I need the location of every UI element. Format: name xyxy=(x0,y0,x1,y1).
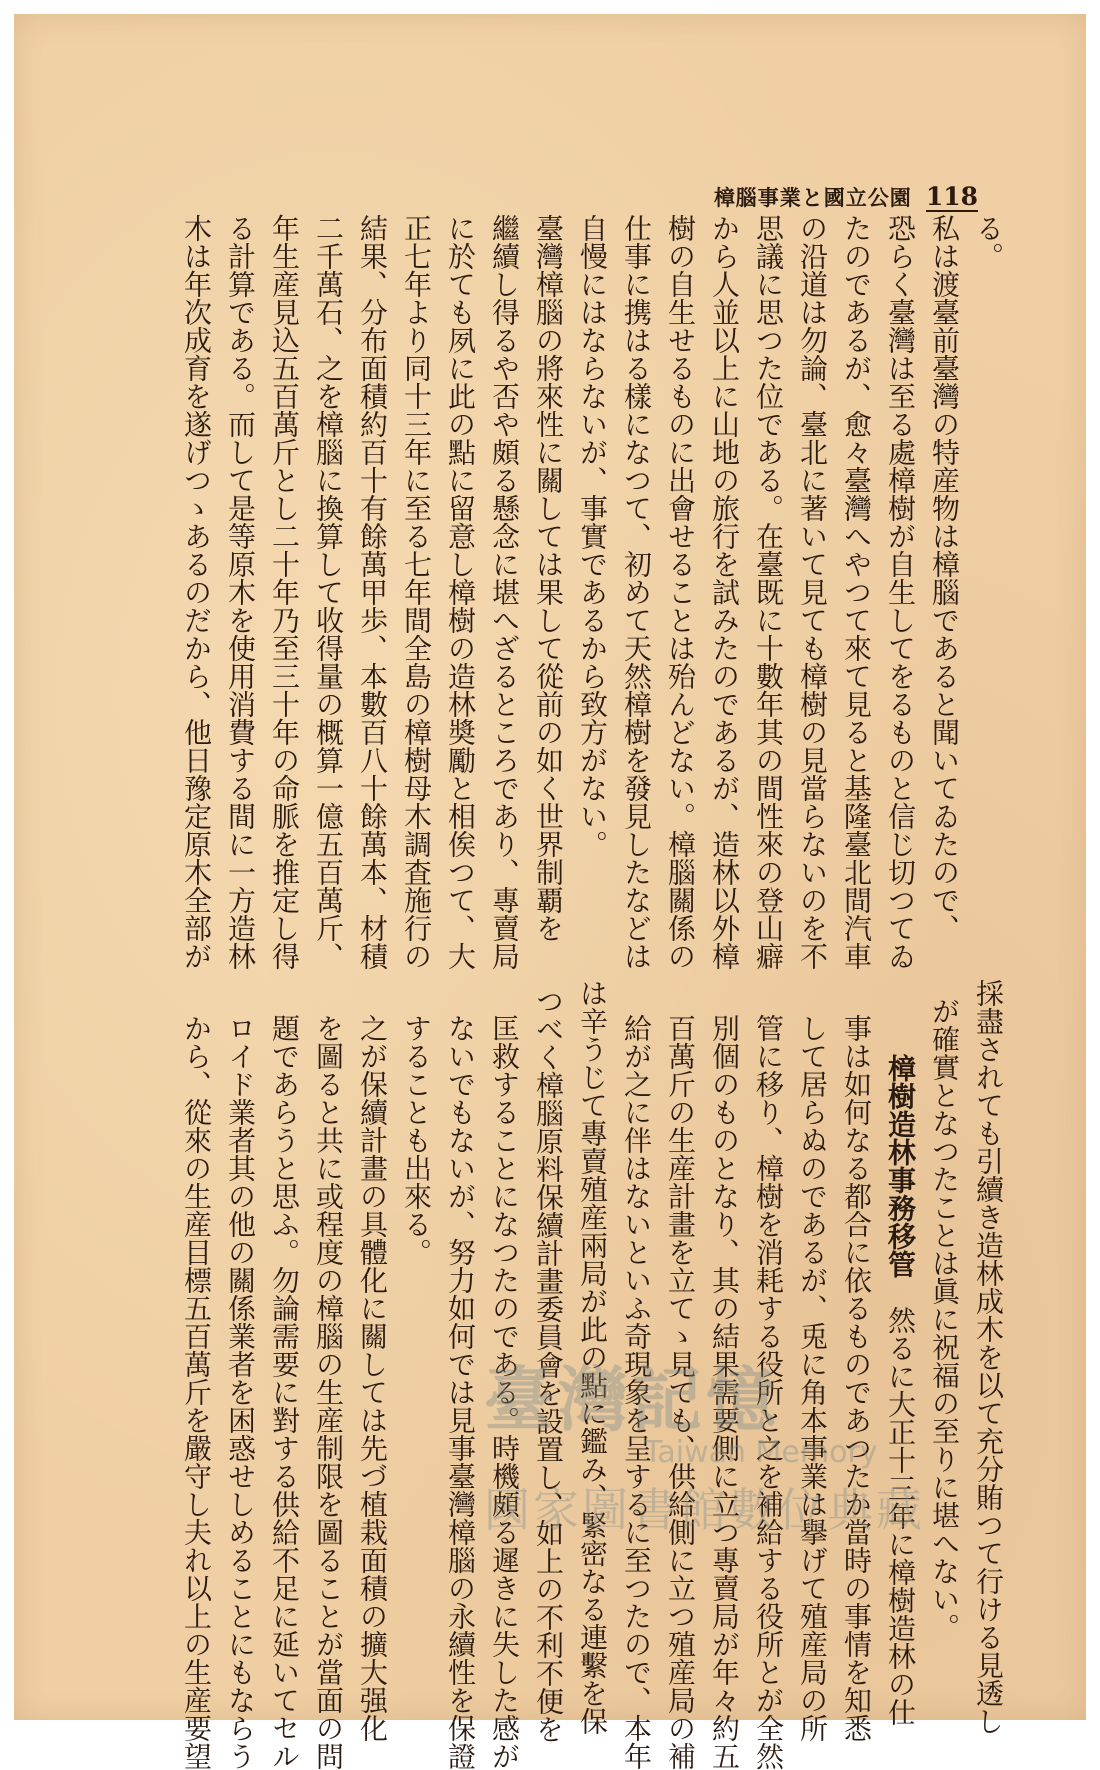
text-column-bottom: 匡救することになつたのである。時機頗る遲きに失した感が xyxy=(488,1014,521,1770)
column-pair xyxy=(664,214,697,1770)
text-column-top: る。 xyxy=(972,214,1005,270)
text-column-bottom: つべく樟腦原料保續計畫委員會を設置し、如上の不利不便を xyxy=(532,987,565,1743)
text-column-top: 年生産見込五百萬斤とし二十年乃至三十年の命脈を推定し得 xyxy=(268,214,301,970)
column-pair xyxy=(752,214,785,1770)
text-column-bottom: 題であらうと思ふ。勿論需要に對する供給不足に延いてセル xyxy=(268,1014,301,1770)
text-column-top: 仕事に携はる樣になつて、初めて天然樟樹を發見したなどは xyxy=(620,214,653,970)
text-column-top: 二千萬石、之を樟腦に換算して收得量の概算一億五百萬斤、 xyxy=(312,214,345,970)
text-column-top: 繼續し得るや否や頗る懸念に堪へざるところであり、專賣局 xyxy=(488,214,521,970)
column-pair xyxy=(268,214,301,1770)
column-pair xyxy=(576,214,609,1735)
text-column-top: に於ても夙に此の點に留意し樟樹の造林奬勵と相俟つて、大 xyxy=(444,214,477,970)
column-pair xyxy=(708,214,741,1770)
text-column-top: 臺灣樟腦の將來性に關しては果して從前の如く世界制覇を xyxy=(532,214,565,942)
text-column-top: 樹の自生せるものに出會せることは殆んどない。樟腦關係の xyxy=(664,214,697,970)
column-pair xyxy=(796,214,829,1742)
text-column-bottom: を圖ると共に或程度の樟腦の生産制限を圖ることが當面の問 xyxy=(312,1014,345,1770)
text-column-bottom: ロイド業者其の他の關係業者を困惑せしめることにもならう xyxy=(224,1014,257,1770)
watermark-institution: 國家圖書館數位典藏 xyxy=(484,1483,925,1537)
text-column-bottom: して居らぬのであるが、兎に角本事業は擧げて殖産局の所 xyxy=(796,1014,829,1742)
column-pair xyxy=(312,214,345,1770)
column-pair xyxy=(972,214,1005,1735)
column-pair xyxy=(840,214,873,1742)
text-column-top: 結果、分布面積約百十有餘萬甲歩、本數百八十餘萬本、材積 xyxy=(356,214,389,970)
text-column-top: 正七年より同十三年に至る七年間全島の樟樹母木調査施行の xyxy=(400,214,433,970)
text-column-bottom: ないでもないが、努力如何では見事臺灣樟腦の永續性を保證 xyxy=(444,1014,477,1770)
running-head xyxy=(714,182,978,212)
column-pair xyxy=(356,214,389,1742)
text-column-bottom: が確實となつたことは眞に祝福の至りに堪へない。 xyxy=(928,996,961,1641)
column-pair xyxy=(444,214,477,1770)
section-heading-continuation: 然るに大正十三年に樟樹造林の仕 xyxy=(884,1306,917,1726)
column-pair xyxy=(884,214,917,1734)
text-column-top: から人並以上に山地の旅行を試みたのであるが、造林以外樟 xyxy=(708,214,741,970)
watermark-subtitle: Taiwan Memory xyxy=(644,1435,878,1470)
text-column-top: 木は年次成育を遂げつゝあるのだから、他日豫定原木全部が xyxy=(180,214,213,970)
text-column-bottom: 之が保續計畫の具體化に關しては先づ植栽面積の擴大强化 xyxy=(356,1014,389,1742)
running-title: 樟腦事業と國立公園 xyxy=(713,185,912,210)
text-column-top: 私は渡臺前臺灣の特産物は樟腦であると聞いてゐたので、 xyxy=(928,214,961,942)
text-column-top: 恐らく臺灣は至る處樟樹が自生してをるものと信じ切つてゐ xyxy=(884,214,917,970)
text-column-bottom: 事は如何なる都合に依るものであつたか當時の事情を知悉 xyxy=(840,1014,873,1742)
column-pair xyxy=(488,214,521,1770)
text-column-top: る計算である。而して是等原木を使用消費する間に一方造林 xyxy=(224,214,257,970)
text-column-top: 自慢にはならないが、事實であるから致方がない。 xyxy=(576,214,609,858)
text-column-bottom: 給が之に伴はないといふ奇現象を呈するに至つたので、本年 xyxy=(620,1014,653,1770)
text-column-bottom: 採盡されても引續き造林成木を以て充分賄つて行ける見透し xyxy=(972,979,1005,1735)
text-column-top: 思議に思つた位である。在臺既に十數年其の間性來の登山癖 xyxy=(752,214,785,970)
text-column-top: の沿道は勿論、臺北に著いて見ても樟樹の見當らないのを不 xyxy=(796,214,829,970)
text-column-top: たのであるが、愈々臺灣へやつて來て見ると基隆臺北間汽車 xyxy=(840,214,873,970)
text-column-bottom: 管に移り、樟樹を消耗する役所と之を補給する役所とが全然 xyxy=(752,1014,785,1770)
column-pair xyxy=(180,214,213,1770)
vertical-text-block xyxy=(180,214,1005,1770)
text-column-bottom: は辛うじて專賣殖産兩局が此の點に鑑み、緊密なる連繫を保 xyxy=(576,979,609,1735)
watermark-title: 臺灣記憶 xyxy=(484,1358,780,1441)
text-column-bottom: 別個のものとなり、其の結果需要側に立つ專賣局が年々約五 xyxy=(708,1014,741,1770)
text-column-bottom: することも出來る。 xyxy=(400,1014,433,1266)
column-pair xyxy=(400,214,433,1734)
page-number: 118 xyxy=(925,182,978,211)
column-pair xyxy=(928,214,961,1734)
column-pair xyxy=(620,214,653,1770)
section-heading: 樟樹造林事務移管 xyxy=(884,1054,917,1278)
text-column-bottom: から、從來の生産目標五百萬斤を嚴守し夫れ以上の生産要望 xyxy=(180,1014,213,1770)
book-page xyxy=(14,14,1086,1770)
column-pair xyxy=(224,214,257,1770)
text-column-bottom xyxy=(884,1014,917,1734)
column-pair xyxy=(532,214,565,1743)
text-column-bottom: 百萬斤の生産計畫を立てゝ見ても、供給側に立つ殖産局の補 xyxy=(664,1014,697,1770)
